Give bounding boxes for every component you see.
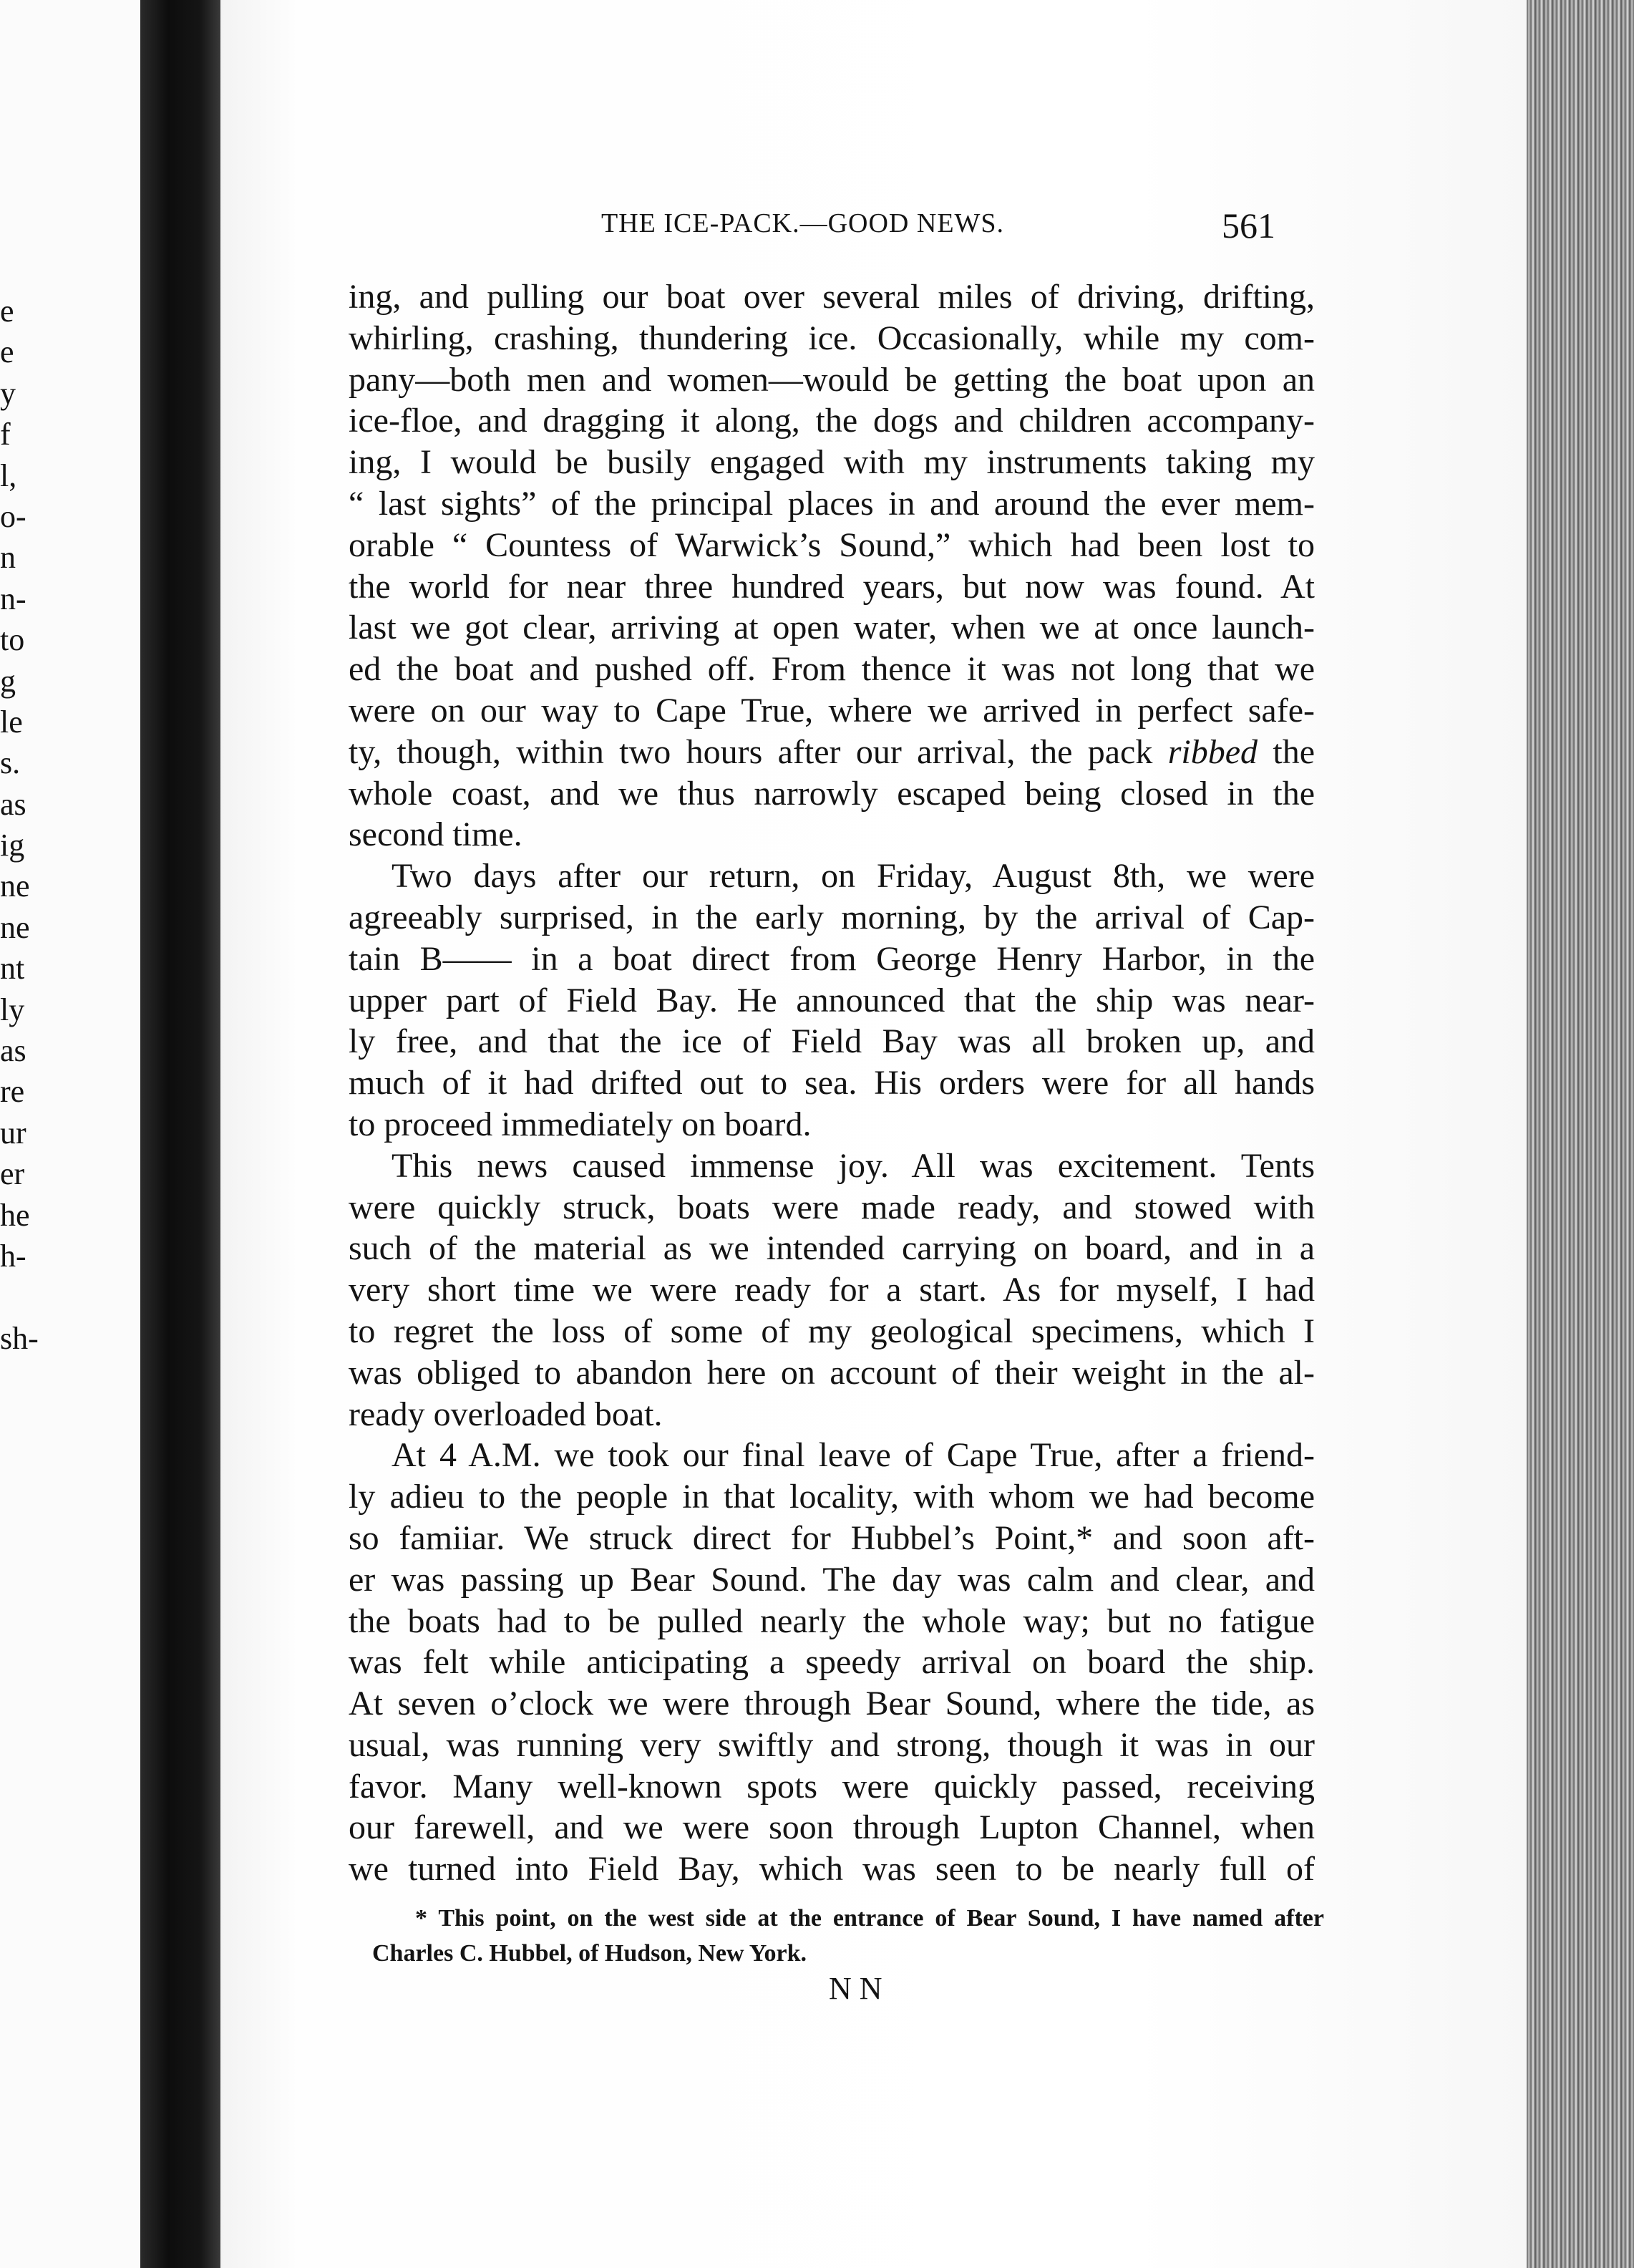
signature-mark: N N (829, 1971, 882, 2006)
text-line: such of the material as we intended carrying on board, and in a (349, 1229, 1315, 1268)
text-line: This news caused immense joy. All was excitement. Tents (392, 1146, 1315, 1185)
text-line: upper part of Field Bay. He announced that the ship was near- (349, 981, 1315, 1019)
text-line: second time. (349, 815, 522, 854)
text-line: whole coast, and we thus narrowly escaped being closed in the (349, 774, 1315, 813)
text-line: our farewell, and we were soon through Lupton Channel, when (349, 1808, 1315, 1847)
text-line: pany—both men and women—would be getting the boat upon an (349, 360, 1315, 399)
text-line: to regret the loss of some of my geological specimens, which I (349, 1312, 1315, 1350)
text-line: usual, was running very swiftly and strong, though it was in our (349, 1725, 1315, 1764)
text-line: orable “ Countess of Warwick’s Sound,” which had been lost to (349, 525, 1315, 564)
prev-fragment: le (0, 704, 23, 740)
prev-fragment: re (0, 1074, 25, 1110)
prev-fragment: as (0, 1033, 26, 1069)
prev-fragment: l, (0, 457, 17, 493)
prev-fragment: ne (0, 909, 30, 945)
prev-fragment: n (0, 540, 16, 576)
prev-fragment: er (0, 1156, 25, 1192)
text-line: er was passing up Bear Sound. The day was calm and clear, and (349, 1560, 1315, 1599)
text-line: much of it had drifted out to sea. His orders were for all hands (349, 1064, 1315, 1102)
text-line: ed the boat and pushed off. From thence it was not long that we (349, 650, 1315, 689)
text-line: was obliged to abandon here on account of their weight in the al- (349, 1353, 1315, 1392)
footnote-line: Charles C. Hubbel, of Hudson, New York. (372, 1940, 807, 1967)
text-line: ing, and pulling our boat over several miles of driving, drifting, (349, 278, 1315, 316)
text-line: was felt while anticipating a speedy arrival on board the ship. (349, 1643, 1315, 1682)
text-line: ly adieu to the people in that locality, with whom we had become (349, 1478, 1315, 1516)
prev-fragment: h- (0, 1238, 26, 1274)
prev-fragment: y (0, 375, 16, 411)
text-line: tain B—— in a boat direct from George Henry Harbor, in the (349, 939, 1315, 978)
text-line: we turned into Field Bay, which was seen to be nearly full of (349, 1850, 1315, 1889)
text-line: favor. Many well-known spots were quickly passed, receiving (349, 1767, 1315, 1806)
italic-word: ribbed (1167, 732, 1258, 771)
text-line: At seven o’clock we were through Bear Sound, where the tide, as (349, 1685, 1315, 1723)
prev-fragment: f (0, 417, 11, 452)
prev-fragment: ur (0, 1115, 26, 1150)
text-line: agreeably surprised, in the early morning, by the arrival of Cap- (349, 898, 1315, 936)
previous-page-fragments (0, 291, 39, 1359)
previous-page-edge (0, 0, 140, 2268)
prev-fragment: sh- (0, 1320, 39, 1356)
text-line: ice-floe, and dragging it along, the dogs and children accompany- (349, 402, 1315, 440)
prev-fragment: ne (0, 868, 30, 904)
text-line: the world for near three hundred years, but now was found. At (349, 567, 1315, 606)
footnote (372, 1901, 1324, 1971)
prev-fragment: as (0, 786, 26, 822)
text-line: whirling, crashing, thundering ice. Occasionally, while my com- (349, 319, 1315, 357)
text-line: last we got clear, arriving at open water, when we at once launch- (349, 609, 1315, 647)
text-segment: ty, though, within two hours after our arrival, the pack (349, 732, 1153, 771)
page-number: 561 (1222, 205, 1275, 246)
prev-fragment: o- (0, 498, 26, 534)
prev-fragment: n- (0, 581, 26, 616)
footnote-line: * This point, on the west side at the entrance of Bear Sound, I have named after (415, 1905, 1324, 1932)
text-line: the boats had to be pulled nearly the whole way; but no fatigue (349, 1601, 1315, 1640)
text-line: “ last sights” of the principal places in and around the ever mem- (349, 484, 1315, 523)
page-edge-stack (1527, 0, 1634, 2268)
text-line: ready overloaded boat. (349, 1395, 663, 1433)
text-line: Two days after our return, on Friday, August 8th, we were (392, 857, 1315, 896)
prev-fragment: g (0, 663, 16, 699)
text-line: were on our way to Cape True, where we arrived in perfect safe- (349, 691, 1315, 730)
prev-fragment: he (0, 1197, 30, 1233)
text-line: ing, I would be busily engaged with my instruments taking my (349, 443, 1315, 482)
prev-fragment: s. (0, 745, 21, 781)
text-segment: the (1273, 732, 1316, 771)
text-line: were quickly struck, boats were made ready, and stowed with (349, 1188, 1315, 1226)
body-text (349, 276, 1315, 1890)
text-line: to proceed immediately on board. (349, 1105, 812, 1143)
prev-fragment (0, 1276, 29, 1317)
running-head: THE ICE-PACK.—GOOD NEWS. (601, 208, 1005, 238)
text-line: so famiiar. We struck direct for Hubbel’s Point,* and soon aft- (349, 1518, 1315, 1557)
text-line: At 4 A.M. we took our final leave of Cape True, after a friend- (392, 1436, 1315, 1475)
book-gutter (140, 0, 220, 2268)
prev-fragment: e (0, 294, 14, 329)
prev-fragment: nt (0, 951, 25, 987)
prev-fragment: ig (0, 828, 25, 863)
text-line: very short time we were ready for a start. As for myself, I had (349, 1271, 1315, 1309)
text-line-with-italic (349, 732, 1315, 773)
prev-fragment: ly (0, 992, 25, 1027)
prev-fragment: e (0, 334, 14, 370)
prev-fragment: to (0, 622, 25, 658)
text-line: ly free, and that the ice of Field Bay was all broken up, and (349, 1022, 1315, 1061)
